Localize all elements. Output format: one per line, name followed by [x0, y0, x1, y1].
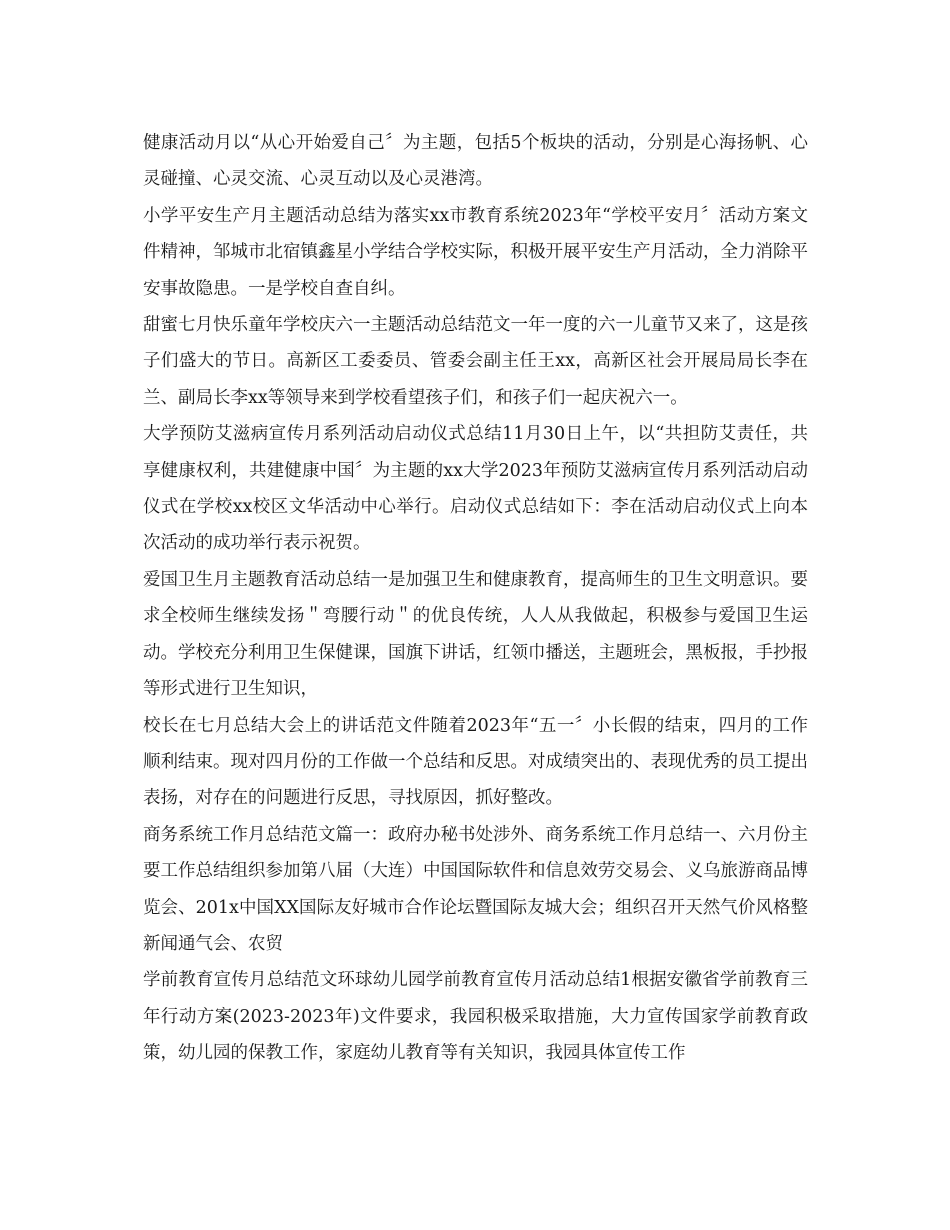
paragraph-3: 甜蜜七月快乐童年学校庆六一主题活动总结范文一年一度的六一儿童节又来了，这是孩子们盛大的节日。高新区工委委员、管委会副主任王xx，高新区社会开展局局长李在兰、副局长李xx等领导来到学校看望孩子们，和孩子们一起庆祝六一。 [143, 315, 808, 408]
paragraph-2: 小学平安生产月主题活动总结为落实xx市教育系统2023年“学校平安月〞活动方案文件精神，邹城市北宿镇鑫星小学结合学校实际，积极开展平安生产月活动，全力消除平安事故隐患。一是学校自查自纠。 [143, 205, 808, 299]
paragraph-7: 商务系统工作月总结范文篇一：政府办秘书处涉外、商务系统工作月总结一、六月份主要工作总结组织参加第八届（大连）中国国际软件和信息效劳交易会、义乌旅游商品博览会、201x中国XX国际友好城市合作论坛暨国际友城大会；组织召开天然气价风格整新闻通气会、农贸 [143, 824, 808, 954]
paragraph-1: 健康活动月以“从心开始爱自己〞为主题，包括5个板块的活动，分别是心海扬帆、心灵碰撞、心灵交流、心灵互动以及心灵港湾。 [143, 133, 808, 190]
paragraph-6: 校长在七月总结大会上的讲话范文件随着2023年“五一〞小长假的结束，四月的工作顺利结束。现对四月份的工作做一个总结和反思。对成绩突出的、表现优秀的员工提出表扬，对存在的问题进行反思，寻找原因，抓好整改。 [143, 715, 808, 809]
paragraph-4: 大学预防艾滋病宣传月系列活动启动仪式总结11月30日上午，以“共担防艾责任，共享健康权利，共建健康中国〞为主题的xx大学2023年预防艾滋病宣传月系列活动启动仪式在学校xx校区文华活动中心举行。启动仪式总结如下：李在活动启动仪式上向本次活动的成功举行表示祝贺。 [143, 424, 808, 554]
paragraph-8: 学前教育宣传月总结范文环球幼儿园学前教育宣传月活动总结1根据安徽省学前教育三年行动方案(2023-2023年)文件要求，我园积极采取措施，大力宣传国家学前教育政策，幼儿园的保教工作，家庭幼儿教育等有关知识，我园具体宣传工作 [143, 970, 808, 1064]
document-body [143, 125, 808, 1072]
paragraph-5: 爱国卫生月主题教育活动总结一是加强卫生和健康教育，提高师生的卫生文明意识。要求全校师生继续发扬＂弯腰行动＂的优良传统，人人从我做起，积极参与爱国卫生运动。学校充分利用卫生保健课，国旗下讲话，红领巾播送，主题班会，黑板报，手抄报等形式进行卫生知识， [143, 569, 808, 700]
